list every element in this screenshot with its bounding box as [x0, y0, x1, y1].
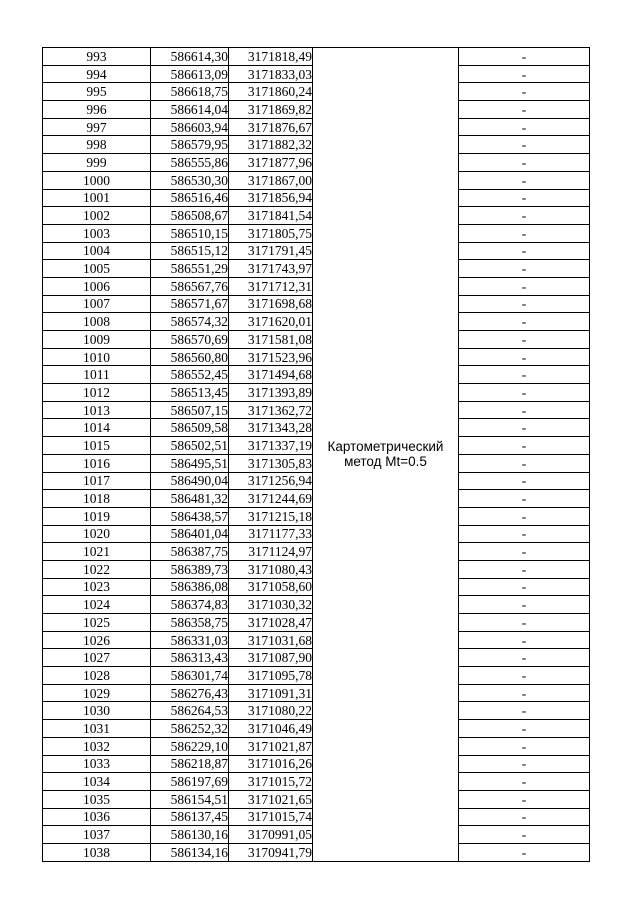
note-cell: - — [459, 437, 590, 455]
point-number-cell: 1003 — [43, 224, 151, 242]
y-coordinate-cell: 3170941,79 — [229, 843, 313, 861]
x-coordinate-cell: 586374,83 — [151, 596, 229, 614]
y-coordinate-cell: 3171877,96 — [229, 154, 313, 172]
x-coordinate-cell: 586618,75 — [151, 83, 229, 101]
method-cell — [313, 48, 459, 862]
y-coordinate-cell: 3171256,94 — [229, 472, 313, 490]
y-coordinate-cell: 3171337,19 — [229, 437, 313, 455]
point-number-cell: 1022 — [43, 560, 151, 578]
x-coordinate-cell: 586551,29 — [151, 260, 229, 278]
y-coordinate-cell: 3171698,68 — [229, 295, 313, 313]
point-number-cell: 1018 — [43, 490, 151, 508]
x-coordinate-cell: 586386,08 — [151, 578, 229, 596]
note-cell: - — [459, 543, 590, 561]
point-number-cell: 1032 — [43, 737, 151, 755]
note-cell: - — [459, 790, 590, 808]
note-cell: - — [459, 560, 590, 578]
y-coordinate-cell: 3171620,01 — [229, 313, 313, 331]
note-cell: - — [459, 401, 590, 419]
x-coordinate-cell: 586218,87 — [151, 755, 229, 773]
point-number-cell: 1009 — [43, 331, 151, 349]
note-cell: - — [459, 48, 590, 66]
point-number-cell: 1017 — [43, 472, 151, 490]
point-number-cell: 1035 — [43, 790, 151, 808]
note-cell: - — [459, 83, 590, 101]
point-number-cell: 1001 — [43, 189, 151, 207]
note-cell: - — [459, 242, 590, 260]
note-cell: - — [459, 454, 590, 472]
point-number-cell: 1007 — [43, 295, 151, 313]
note-cell: - — [459, 277, 590, 295]
x-coordinate-cell: 586313,43 — [151, 649, 229, 667]
note-cell: - — [459, 596, 590, 614]
x-coordinate-cell: 586358,75 — [151, 614, 229, 632]
y-coordinate-cell: 3171031,68 — [229, 631, 313, 649]
x-coordinate-cell: 586401,04 — [151, 525, 229, 543]
point-number-cell: 999 — [43, 154, 151, 172]
note-cell: - — [459, 189, 590, 207]
y-coordinate-cell: 3171805,75 — [229, 224, 313, 242]
note-cell: - — [459, 773, 590, 791]
x-coordinate-cell: 586614,04 — [151, 101, 229, 119]
y-coordinate-cell: 3171343,28 — [229, 419, 313, 437]
y-coordinate-cell: 3171244,69 — [229, 490, 313, 508]
x-coordinate-cell: 586252,32 — [151, 720, 229, 738]
x-coordinate-cell: 586502,51 — [151, 437, 229, 455]
y-coordinate-cell: 3171860,24 — [229, 83, 313, 101]
point-number-cell: 995 — [43, 83, 151, 101]
x-coordinate-cell: 586560,80 — [151, 348, 229, 366]
note-cell: - — [459, 755, 590, 773]
y-coordinate-cell: 3171305,83 — [229, 454, 313, 472]
y-coordinate-cell: 3171021,65 — [229, 790, 313, 808]
note-cell: - — [459, 614, 590, 632]
point-number-cell: 1014 — [43, 419, 151, 437]
y-coordinate-cell: 3171581,08 — [229, 331, 313, 349]
y-coordinate-cell: 3171841,54 — [229, 207, 313, 225]
y-coordinate-cell: 3171015,74 — [229, 808, 313, 826]
point-number-cell: 1010 — [43, 348, 151, 366]
y-coordinate-cell: 3171791,45 — [229, 242, 313, 260]
y-coordinate-cell: 3171015,72 — [229, 773, 313, 791]
note-cell: - — [459, 207, 590, 225]
x-coordinate-cell: 586567,76 — [151, 277, 229, 295]
point-number-cell: 1027 — [43, 649, 151, 667]
note-cell: - — [459, 118, 590, 136]
x-coordinate-cell: 586603,94 — [151, 118, 229, 136]
method-line-1: Картометрический — [327, 439, 444, 455]
y-coordinate-cell: 3171046,49 — [229, 720, 313, 738]
x-coordinate-cell: 586264,53 — [151, 702, 229, 720]
x-coordinate-cell: 586513,45 — [151, 384, 229, 402]
table-row — [43, 48, 590, 66]
x-coordinate-cell: 586530,30 — [151, 171, 229, 189]
note-cell: - — [459, 366, 590, 384]
point-number-cell: 1008 — [43, 313, 151, 331]
note-cell: - — [459, 136, 590, 154]
y-coordinate-cell: 3171818,49 — [229, 48, 313, 66]
x-coordinate-cell: 586137,45 — [151, 808, 229, 826]
note-cell: - — [459, 578, 590, 596]
note-cell: - — [459, 472, 590, 490]
note-cell: - — [459, 224, 590, 242]
y-coordinate-cell: 3171393,89 — [229, 384, 313, 402]
point-number-cell: 1013 — [43, 401, 151, 419]
point-number-cell: 1026 — [43, 631, 151, 649]
y-coordinate-cell: 3171743,97 — [229, 260, 313, 278]
y-coordinate-cell: 3171856,94 — [229, 189, 313, 207]
note-cell: - — [459, 826, 590, 844]
x-coordinate-cell: 586574,32 — [151, 313, 229, 331]
note-cell: - — [459, 649, 590, 667]
note-cell: - — [459, 331, 590, 349]
point-number-cell: 1002 — [43, 207, 151, 225]
note-cell: - — [459, 808, 590, 826]
note-cell: - — [459, 490, 590, 508]
note-cell: - — [459, 702, 590, 720]
x-coordinate-cell: 586490,04 — [151, 472, 229, 490]
x-coordinate-cell: 586516,46 — [151, 189, 229, 207]
coordinates-table-body — [43, 48, 590, 862]
note-cell: - — [459, 507, 590, 525]
note-cell: - — [459, 101, 590, 119]
x-coordinate-cell: 586613,09 — [151, 65, 229, 83]
x-coordinate-cell: 586130,16 — [151, 826, 229, 844]
x-coordinate-cell: 586387,75 — [151, 543, 229, 561]
x-coordinate-cell: 586154,51 — [151, 790, 229, 808]
y-coordinate-cell: 3171523,96 — [229, 348, 313, 366]
y-coordinate-cell: 3171021,87 — [229, 737, 313, 755]
point-number-cell: 1012 — [43, 384, 151, 402]
y-coordinate-cell: 3171215,18 — [229, 507, 313, 525]
point-number-cell: 1034 — [43, 773, 151, 791]
point-number-cell: 1019 — [43, 507, 151, 525]
point-number-cell: 1037 — [43, 826, 151, 844]
y-coordinate-cell: 3171087,90 — [229, 649, 313, 667]
point-number-cell: 1031 — [43, 720, 151, 738]
y-coordinate-cell: 3171016,26 — [229, 755, 313, 773]
x-coordinate-cell: 586552,45 — [151, 366, 229, 384]
x-coordinate-cell: 586276,43 — [151, 684, 229, 702]
x-coordinate-cell: 586331,03 — [151, 631, 229, 649]
y-coordinate-cell: 3171124,97 — [229, 543, 313, 561]
note-cell: - — [459, 154, 590, 172]
x-coordinate-cell: 586197,69 — [151, 773, 229, 791]
x-coordinate-cell: 586438,57 — [151, 507, 229, 525]
note-cell: - — [459, 684, 590, 702]
note-cell: - — [459, 295, 590, 313]
note-cell: - — [459, 667, 590, 685]
x-coordinate-cell: 586301,74 — [151, 667, 229, 685]
x-coordinate-cell: 586481,32 — [151, 490, 229, 508]
y-coordinate-cell: 3171080,22 — [229, 702, 313, 720]
y-coordinate-cell: 3171362,72 — [229, 401, 313, 419]
x-coordinate-cell: 586570,69 — [151, 331, 229, 349]
x-coordinate-cell: 586507,15 — [151, 401, 229, 419]
point-number-cell: 1030 — [43, 702, 151, 720]
point-number-cell: 1036 — [43, 808, 151, 826]
x-coordinate-cell: 586508,67 — [151, 207, 229, 225]
point-number-cell: 1006 — [43, 277, 151, 295]
point-number-cell: 998 — [43, 136, 151, 154]
note-cell: - — [459, 65, 590, 83]
point-number-cell: 1029 — [43, 684, 151, 702]
x-coordinate-cell: 586571,67 — [151, 295, 229, 313]
y-coordinate-cell: 3171494,68 — [229, 366, 313, 384]
note-cell: - — [459, 720, 590, 738]
point-number-cell: 1005 — [43, 260, 151, 278]
y-coordinate-cell: 3171867,00 — [229, 171, 313, 189]
note-cell: - — [459, 384, 590, 402]
note-cell: - — [459, 260, 590, 278]
method-line-2: метод Mt=0.5 — [344, 454, 427, 470]
point-number-cell: 1033 — [43, 755, 151, 773]
point-number-cell: 994 — [43, 65, 151, 83]
point-number-cell: 1028 — [43, 667, 151, 685]
note-cell: - — [459, 171, 590, 189]
point-number-cell: 1000 — [43, 171, 151, 189]
point-number-cell: 1023 — [43, 578, 151, 596]
x-coordinate-cell: 586229,10 — [151, 737, 229, 755]
x-coordinate-cell: 586555,86 — [151, 154, 229, 172]
y-coordinate-cell: 3171091,31 — [229, 684, 313, 702]
y-coordinate-cell: 3171177,33 — [229, 525, 313, 543]
x-coordinate-cell: 586579,95 — [151, 136, 229, 154]
note-cell: - — [459, 843, 590, 861]
point-number-cell: 1020 — [43, 525, 151, 543]
note-cell: - — [459, 631, 590, 649]
point-number-cell: 1025 — [43, 614, 151, 632]
y-coordinate-cell: 3171080,43 — [229, 560, 313, 578]
x-coordinate-cell: 586389,73 — [151, 560, 229, 578]
y-coordinate-cell: 3171030,32 — [229, 596, 313, 614]
note-cell: - — [459, 525, 590, 543]
point-number-cell: 1004 — [43, 242, 151, 260]
y-coordinate-cell: 3171876,67 — [229, 118, 313, 136]
note-cell: - — [459, 419, 590, 437]
y-coordinate-cell: 3171882,32 — [229, 136, 313, 154]
x-coordinate-cell: 586509,58 — [151, 419, 229, 437]
point-number-cell: 997 — [43, 118, 151, 136]
note-cell: - — [459, 313, 590, 331]
coordinates-table — [42, 47, 590, 862]
y-coordinate-cell: 3171028,47 — [229, 614, 313, 632]
y-coordinate-cell: 3171869,82 — [229, 101, 313, 119]
y-coordinate-cell: 3171095,78 — [229, 667, 313, 685]
point-number-cell: 1021 — [43, 543, 151, 561]
point-number-cell: 1016 — [43, 454, 151, 472]
point-number-cell: 1038 — [43, 843, 151, 861]
x-coordinate-cell: 586495,51 — [151, 454, 229, 472]
x-coordinate-cell: 586614,30 — [151, 48, 229, 66]
x-coordinate-cell: 586134,16 — [151, 843, 229, 861]
y-coordinate-cell: 3171833,03 — [229, 65, 313, 83]
x-coordinate-cell: 586515,12 — [151, 242, 229, 260]
point-number-cell: 1011 — [43, 366, 151, 384]
point-number-cell: 1015 — [43, 437, 151, 455]
y-coordinate-cell: 3171058,60 — [229, 578, 313, 596]
point-number-cell: 993 — [43, 48, 151, 66]
y-coordinate-cell: 3171712,31 — [229, 277, 313, 295]
note-cell: - — [459, 737, 590, 755]
y-coordinate-cell: 3170991,05 — [229, 826, 313, 844]
point-number-cell: 1024 — [43, 596, 151, 614]
point-number-cell: 996 — [43, 101, 151, 119]
note-cell: - — [459, 348, 590, 366]
x-coordinate-cell: 586510,15 — [151, 224, 229, 242]
